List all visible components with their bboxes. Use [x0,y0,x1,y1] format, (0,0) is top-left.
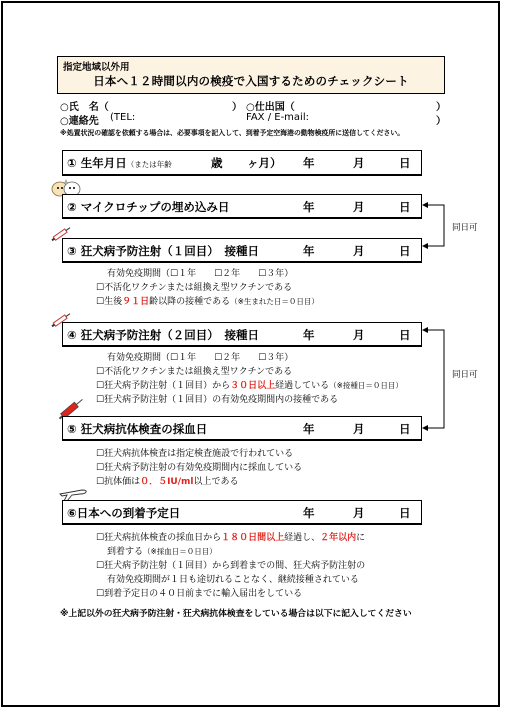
section-first-vaccination [62,238,422,263]
day-unit: 日 [399,506,411,520]
s5-titer-prefix: ☐抗体価は [96,477,141,487]
month-unit: 月 [353,200,365,214]
origin-close: ） [436,102,446,113]
s4-within-period: ☐狂犬病予防注射（１回目）の有効免疫期間内の接種である [96,395,339,405]
s3-age-prefix: ☐生後 [96,297,123,307]
month-unit: 月 [353,422,365,436]
year-unit: 年 [303,200,315,214]
s3-age-condition [96,294,319,307]
footer-note: ※上記以外の狂犬病予防注射・狂犬病抗体検査をしている場合は以下に記入してください [60,609,412,619]
same-day-bracket-1 [420,196,450,256]
s6-continuous-1: ☐狂犬病予防注射（１回目）から到着までの間、狂犬病予防注射の [96,561,366,571]
section1-label: ① 生年月日 [67,156,127,170]
name-label: ○氏 名（ [60,102,109,113]
title-box [57,56,445,94]
s3-age-days: ９１日 [122,297,150,307]
day-unit: 日 [399,156,411,170]
section5-label: ⑤ 狂犬病抗体検査の採血日 [67,422,208,436]
contact-label: ○連絡先 [60,116,99,127]
airplane-icon [58,482,88,502]
year-unit: 年 [303,422,315,436]
page-title: 日本へ１２時間以内の検疫で入国するためのチェックシート [93,74,409,88]
section-microchip [62,194,422,219]
year-unit: 年 [303,244,315,258]
s3-immunity-period: 有効免疫期間（☐１年 ☐２年 ☐３年） [107,269,294,279]
s5-titer-value: ０．５IU/ml [140,477,194,487]
s6-arrive-text: 到着する [107,547,144,557]
s6-days-prefix: ☐狂犬病抗体検査の採血日から [96,533,222,543]
s6-notify: ☐到着予定日の４０日前までに輸入届出をしている [96,589,303,599]
s6-days-min: １８０日間以上 [221,533,285,543]
s4-interval-suffix: 経過している [275,381,330,391]
s6-continuous-2: 有効免疫期間が１日も途切れることなく、継続接種されている [107,575,359,585]
same-day-bracket-2 [420,322,450,440]
s4-interval-days: ３０日以上 [230,381,276,391]
s4-interval-prefix: ☐狂犬病予防注射（１回目）から [96,381,231,391]
section-antibody-test [62,416,422,441]
section-arrival-date [62,500,422,525]
s4-vaccine-type: ☐不活化ワクチンまたは組換え型ワクチンである [96,367,293,377]
s6-days-max: ２年以内 [320,533,357,543]
section-second-vaccination [62,322,422,347]
tel-label: (TEL: [110,112,136,123]
s6-arrive-note: （※採血日＝０日目） [143,547,217,556]
same-day-label-1: 同日可 [452,223,478,233]
fax-label: FAX / E-mail: [246,112,309,123]
day-unit: 日 [399,244,411,258]
age-unit: 歳 [211,156,223,170]
year-unit: 年 [303,156,315,170]
year-unit: 年 [303,328,315,342]
s4-interval-note: （※接種日＝０日目） [329,381,403,390]
months-unit: ヶ月） [247,156,282,170]
section-birthdate [62,150,422,176]
s6-arrive [107,544,217,557]
region-tag: 指定地域以外用 [63,62,130,73]
notice-text: ※処置状況の確認を依頼する場合は、必要事項を記入して、到着予定空海港の動物検疫所に送信してください。 [60,129,405,137]
s3-age-note: （※生まれた日＝０日目） [230,297,319,306]
section3-label: ③ 狂犬病予防注射（１回目） 接種日 [67,244,259,258]
s4-interval-condition [96,378,403,391]
day-unit: 日 [399,422,411,436]
s6-days-mid: 経過し、 [284,533,321,543]
s3-vaccine-type: ☐不活化ワクチンまたは組換え型ワクチンである [96,283,293,293]
year-unit: 年 [303,506,315,520]
contact-close: ） [436,116,446,127]
origin-label: ○仕出国（ [246,102,295,113]
s5-titer-suffix: 以上である [193,477,239,487]
s4-immunity-period: 有効免疫期間（☐１年 ☐２年 ☐３年） [107,353,294,363]
name-close: ） [232,102,242,113]
month-unit: 月 [353,506,365,520]
s6-days-condition [96,530,365,543]
s5-titer [96,474,239,487]
section1-age-label: （または年齢 [126,160,172,169]
same-day-label-2: 同日可 [452,370,478,380]
s6-days-suffix: に [356,533,366,543]
day-unit: 日 [399,200,411,214]
s5-facility: ☐狂犬病抗体検査は指定検査施設で行われている [96,449,294,459]
day-unit: 日 [399,328,411,342]
month-unit: 月 [353,328,365,342]
section2-label: ② マイクロチップの埋め込み日 [67,200,230,214]
month-unit: 月 [353,156,365,170]
section6-label: ⑥日本への到着予定日 [67,506,181,520]
s5-within-period: ☐狂犬病予防注射の有効免疫期間内に採血している [96,463,303,473]
section4-label: ④ 狂犬病予防注射（２回目） 接種日 [67,328,259,342]
month-unit: 月 [353,244,365,258]
s3-age-suffix: 齢以降の接種である [149,297,231,307]
